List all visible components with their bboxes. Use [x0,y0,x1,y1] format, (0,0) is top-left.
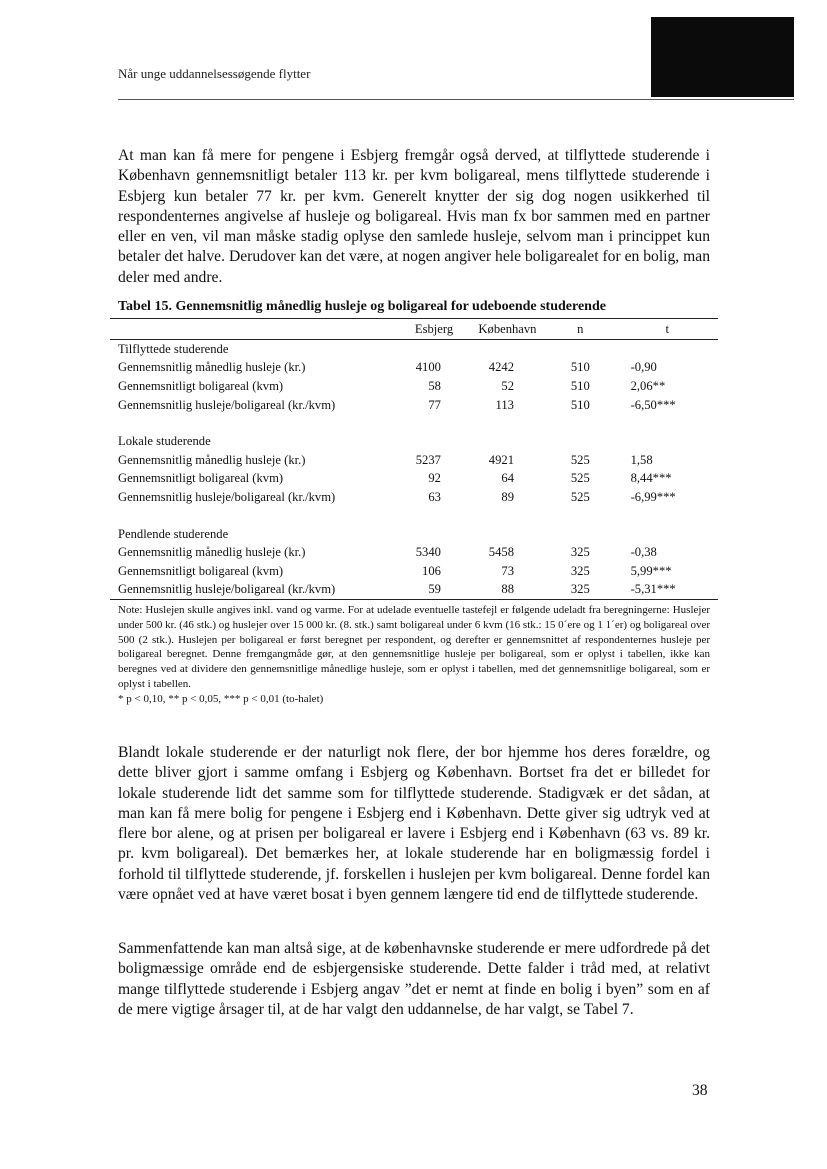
cell-t: 8,44*** [630,471,672,486]
cell-n: 525 [570,452,590,467]
table-header-row [110,319,718,340]
row-label: Gennemsnitlig månedlig husleje (kr.) [118,360,306,375]
column-header-esbjerg: Esbjerg [414,321,454,336]
cell-t: -6,50*** [630,397,676,412]
cell-esbjerg: 92 [428,471,441,486]
cell-kobenhavn: 88 [501,582,514,597]
table-row [110,451,718,470]
cell-n: 325 [570,582,590,597]
column-header-t: t [665,321,670,336]
row-label: Gennemsnitlig månedlig husleje (kr.) [118,545,306,560]
group-header-row [110,432,718,451]
cell-n: 325 [570,563,590,578]
spacer-cell [110,414,718,432]
column-header-kobenhavn: København [478,321,537,336]
group-name: Pendlende studerende [118,526,229,541]
cell-n: 510 [570,360,590,375]
row-label: Gennemsnitligt boligareal (kvm) [118,563,284,578]
cell-t: 2,06** [630,378,666,393]
table-row [110,396,718,415]
cell-esbjerg: 63 [428,489,441,504]
cell-t: 5,99*** [630,563,672,578]
cell-n: 525 [570,471,590,486]
spacer-row [110,414,718,432]
cell-esbjerg: 58 [428,378,441,393]
cell-n: 510 [570,397,590,412]
row-label: Gennemsnitligt boligareal (kvm) [118,471,284,486]
table-note: Note: Huslejen skulle angives inkl. vand og varme. For at udelade eventuelle tastefejl er følgende udeladt fra beregningerne: Huslejer under 500 kr. (46 stk.) og huslejer over 15 000 kr. (8. stk.) samt boligareal under 6 kvm (16 stk.: 15 0´ere og 1 1´er) og boligareal over 500 (2 stk.). Huslejen per boligareal er først beregnet per respondent, og derefter er gennemsnittet af respondenternes husleje per boligareal beregnet. Denne fremgangmåde gør, at den gennemsnitlige husleje per boligareal, som er oplyst i tabellen, ikke kan beregnes ved at dividere den gennemsnitlige månedlige husleje, som er oplyst i tabellen, med det gennemsnitlige boligareal, som er oplyst i tabellen. [118,604,710,690]
cell-t: 1,58 [630,452,653,467]
cell-kobenhavn: 52 [501,378,514,393]
table-row [110,581,718,600]
header-rule [118,99,794,100]
cell-kobenhavn: 4921 [488,452,514,467]
table-row [110,470,718,489]
significance-note: * p < 0,10, ** p < 0,05, *** p < 0,01 (to-halet) [118,693,324,705]
table-row [110,543,718,562]
paragraph-2: Blandt lokale studerende er der naturligt nok flere, der bor hjemme hos deres forældre, og dette bliver gjort i samme omfang i Esbjerg og København. Bortset fra det er billedet for lokale studerende lidt det samme som for tilflyttede studerende. Stadigvæk er det sådan, at man kan få mere bolig for pengene i Esbjerg end i København. Dette giver sig udtryk ved at flere bor alene, og at prisen per boligareal er lavere i Esbjerg end i København (63 vs. 89 kr. pr. kvm boligareal). Det bemærkes her, at lokale studerende har en boligmæssig fordel i forhold til tilflyttede studerende, jf. forskellen i huslejen per kvm boligareal. Denne fordel kan være opnået ved at have været bosat i byen gennem længere tid end de tilflyttede studerende. [118,744,710,904]
row-label: Gennemsnitlig månedlig husleje (kr.) [118,452,306,467]
cell-n: 510 [570,378,590,393]
page-number: 38 [692,1082,708,1099]
cell-kobenhavn: 113 [495,397,514,412]
header-black-block [651,17,794,97]
cell-esbjerg: 106 [422,563,441,578]
table-row [110,359,718,378]
table-title: Tabel 15. Gennemsnitlig månedlig husleje og boligareal for udeboende studerende [118,299,606,314]
cell-kobenhavn: 5458 [488,545,514,560]
cell-esbjerg: 4100 [415,360,441,375]
cell-n: 525 [570,489,590,504]
cell-t: -5,31*** [630,582,676,597]
cell-esbjerg: 5340 [415,545,441,560]
table-row [110,377,718,396]
table-row [110,562,718,581]
row-label: Gennemsnitlig husleje/boligareal (kr./kvm) [118,489,336,504]
spacer-row [110,507,718,525]
cell-kobenhavn: 4242 [488,360,514,375]
cell-kobenhavn: 89 [501,489,514,504]
row-label: Gennemsnitlig husleje/boligareal (kr./kvm) [118,582,336,597]
cell-kobenhavn: 73 [501,563,514,578]
cell-esbjerg: 5237 [415,452,441,467]
header-label-cell [110,319,397,340]
rent-table [110,318,718,600]
spacer-cell [110,507,718,525]
cell-esbjerg: 59 [428,582,441,597]
table-container [110,318,718,600]
group-header-row [110,340,718,359]
paragraph-1: At man kan få mere for pengene i Esbjerg fremgår også derved, at tilflyttede studerende i København gennemsnitligt betaler 113 kr. per kvm boligareal, mens tilflyttede studerende i Esbjerg kun betaler 77 kr. per kvm. Generelt knytter der sig dog nogen usikkerhed til respondenternes angivelse af husleje og boligareal. Hvis man fx bor sammen med en partner eller en ven, vil man måske stadig oplyse den samlede husleje, selvom man i princippet kun betaler det halve. Derudover kan det være, at nogen angiver hele boligarealet for en bolig, man deler med andre. [118,147,710,286]
column-header-n: n [577,321,584,336]
group-name: Lokale studerende [118,434,211,449]
cell-t: -0,38 [630,545,657,560]
cell-kobenhavn: 64 [501,471,514,486]
running-header: Når unge uddannelsessøgende flytter [118,66,311,81]
group-name: Tilflyttede studerende [118,341,229,356]
cell-t: -0,90 [630,360,657,375]
cell-t: -6,99*** [630,489,676,504]
row-label: Gennemsnitlig husleje/boligareal (kr./kvm) [118,397,336,412]
cell-esbjerg: 77 [428,397,441,412]
group-header-row [110,525,718,544]
row-label: Gennemsnitligt boligareal (kvm) [118,378,284,393]
cell-n: 325 [570,545,590,560]
table-row [110,488,718,507]
paragraph-3: Sammenfattende kan man altså sige, at de københavnske studerende er mere udfordrede på det boligmæssige område end de esbjergensiske studerende. Dette falder i tråd med, at relativt mange tilflyttede studerende i Esbjerg angav ”det er nemt at finde en bolig i byen” som en af de mere vigtige årsager til, at de har valgt den uddannelse, de har valgt, se Tabel 7. [118,940,710,1018]
